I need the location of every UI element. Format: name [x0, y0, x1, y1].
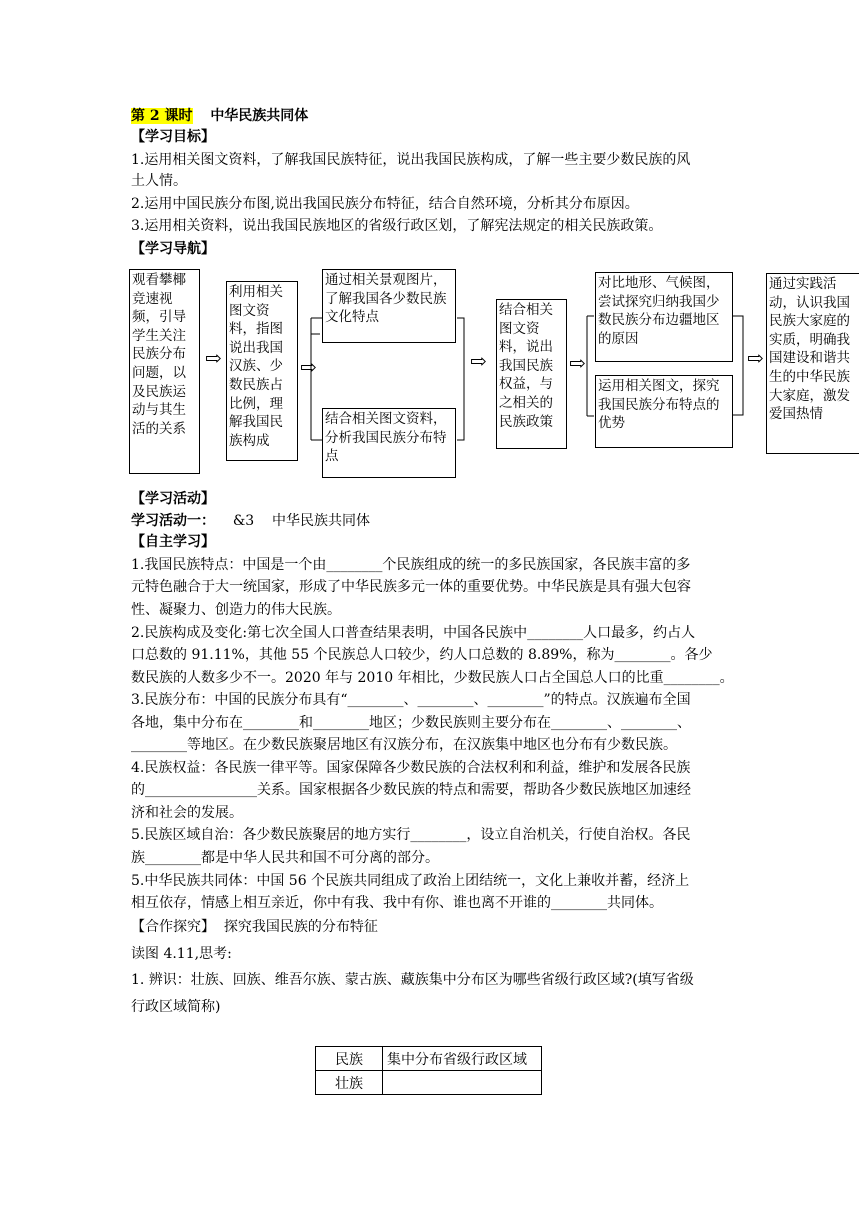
- activity-one-code: &3: [232, 513, 255, 529]
- self-study-5-line-2: 族________都是中华人民共和国不可分离的部分。: [131, 850, 439, 866]
- self-study-3-line-3: ________等地区。在少数民族聚居地区有汉族分布，在汉族集中地区也分布有少数民族。: [131, 737, 677, 753]
- goal-1-line-1: 1.运用相关图文资料，了解我国民族特征，说出我国民族构成，了解一些主要少数民族的风: [131, 152, 691, 168]
- flow-box-7: 运用相关图文，探究我国民族分布特点的优势: [595, 375, 733, 448]
- goal-1-line-2: 土人情。: [131, 173, 187, 189]
- flow-box-4: 结合相关图文资料，分析我国民族分布特点: [322, 408, 456, 478]
- self-study-5-line-1: 5.民族区域自治：各少数民族聚居的地方实行________，设立自治机关，行使自治权。各民: [131, 827, 691, 843]
- flow-box-2: 利用相关图文资料，指图说出我国汉族、少数民族占比例，理解我国民族构成: [226, 281, 298, 461]
- ethnic-region-table: [315, 1046, 542, 1095]
- flow-box-1: 观看攀椰竞速视频，引导学生关注民族分布问题，以及民族运动与其生活的关系: [129, 269, 200, 474]
- connector-bracket-1: [311, 318, 322, 440]
- self-study-2-line-1: 2.民族构成及变化:第七次全国人口普查结果表明，中国各民族中________人口最多，约占人: [131, 625, 696, 641]
- connector-bracket-3: [733, 316, 743, 415]
- explore-q1-line-1: 1. 辨识：壮族、回族、维吾尔族、蒙古族、藏族集中分布区为哪些省级行政区域?(填写省级: [131, 972, 694, 988]
- section-heading-navigation: 【学习导航】: [131, 241, 215, 257]
- flow-arrow-icon: ⇨: [747, 346, 764, 370]
- table-header-cell: 民族: [316, 1047, 383, 1071]
- self-study-1-line-2: 元特色融合于大一统国家，形成了中华民族多元一体的重要优势。中华民族是具有强大包容: [131, 579, 691, 595]
- flow-arrow-icon: ⇨: [470, 349, 487, 373]
- flow-box-5: 结合相关图文资料，说出我国民族权益，与之相关的民族政策: [496, 299, 567, 449]
- explore-heading-line: [131, 918, 378, 937]
- section-heading-self-study: 【自主学习】: [131, 534, 215, 550]
- flow-arrow-icon: ⇨: [300, 355, 317, 379]
- lesson-number: 第 2 课时: [131, 108, 193, 124]
- self-study-3-line-2: 各地，集中分布在________和________地区；少数民族则主要分布在________、________、: [131, 715, 691, 731]
- self-study-3-line-1: 3.民族分布：中国的民族分布具有“________、________、________”的特点。汉族遍布全国: [131, 692, 691, 708]
- goal-2: 2.运用中国民族分布图,说出我国民族分布特征，结合自然环境，分析其分布原因。: [131, 196, 639, 212]
- table-answer-cell[interactable]: [383, 1071, 542, 1095]
- explore-read-line: 读图 4.11,思考:: [131, 946, 232, 962]
- connector-bracket-2: [457, 318, 464, 440]
- flow-box-3: 通过相关景观图片，了解我国各少数民族文化特点: [322, 269, 456, 343]
- explore-heading: 【合作探究】: [131, 919, 215, 935]
- lesson-title: 中华民族共同体: [210, 108, 309, 124]
- table-header-row: [316, 1047, 542, 1071]
- explore-q1-line-2: 行政区域简称): [131, 999, 221, 1015]
- self-study-6-line-1: 5.中华民族共同体：中国 56 个民族共同组成了政治上团结统一，文化上兼收并蓄，经济上: [131, 873, 690, 889]
- flow-arrow-icon: ⇨: [569, 351, 586, 375]
- self-study-4-line-1: 4.民族权益：各民族一律平等。国家保障各少数民族的合法权利和利益，维护和发展各民族: [131, 760, 691, 776]
- connector-1: [311, 318, 320, 440]
- self-study-2-line-2: 口总数的 91.11%，其他 55 个民族总人口较少，约人口总数的 8.89%，称为________。各少: [131, 647, 713, 663]
- activity-one-line: [131, 512, 370, 531]
- self-study-1-line-1: 1.我国民族特点：中国是一个由________个民族组成的统一的多民族国家，各民族丰富的多: [131, 557, 691, 573]
- self-study-1-line-3: 性、凝聚力、创造力的伟大民族。: [131, 602, 341, 618]
- flow-arrow-icon: ⇨: [205, 346, 222, 370]
- flow-box-8: 通过实践活动，认识我国民族大家庭的实质，明确我国建设和谐共生的中华民族大家庭，激发爱国热情: [766, 273, 859, 454]
- self-study-2-line-3: 数民族的人数多少不一。2020 年与 2010 年相比，少数民族人口占全国总人口的比重________。: [131, 670, 734, 686]
- activity-one-label: 学习活动一：: [131, 513, 215, 529]
- table-header-cell: 集中分布省级行政区域: [383, 1047, 542, 1071]
- goal-3: 3.运用相关资料，说出我国民族地区的省级行政区划，了解宪法规定的相关民族政策。: [131, 218, 663, 234]
- explore-title: 探究我国民族的分布特征: [223, 919, 378, 935]
- connector-bracket-4: [587, 316, 594, 416]
- section-heading-goals: 【学习目标】: [131, 129, 215, 145]
- section-heading-activities: 【学习活动】: [131, 491, 215, 507]
- self-study-4-line-2: 的________________关系。国家根据各少数民族的特点和需要，帮助各少数民族地区加速经: [131, 782, 691, 798]
- activity-one-title: 中华民族共同体: [272, 513, 370, 529]
- self-study-6-line-2: 相互依存，情感上相互亲近，你中有我、我中有你、谁也离不开谁的________共同体。: [131, 895, 663, 911]
- self-study-4-line-3: 济和社会的发展。: [131, 805, 243, 821]
- table-row: [316, 1071, 542, 1095]
- flow-box-6: 对比地形、气候图，尝试探究归纳我国少数民族分布边疆地区的原因: [595, 272, 733, 362]
- table-cell: 壮族: [316, 1071, 383, 1095]
